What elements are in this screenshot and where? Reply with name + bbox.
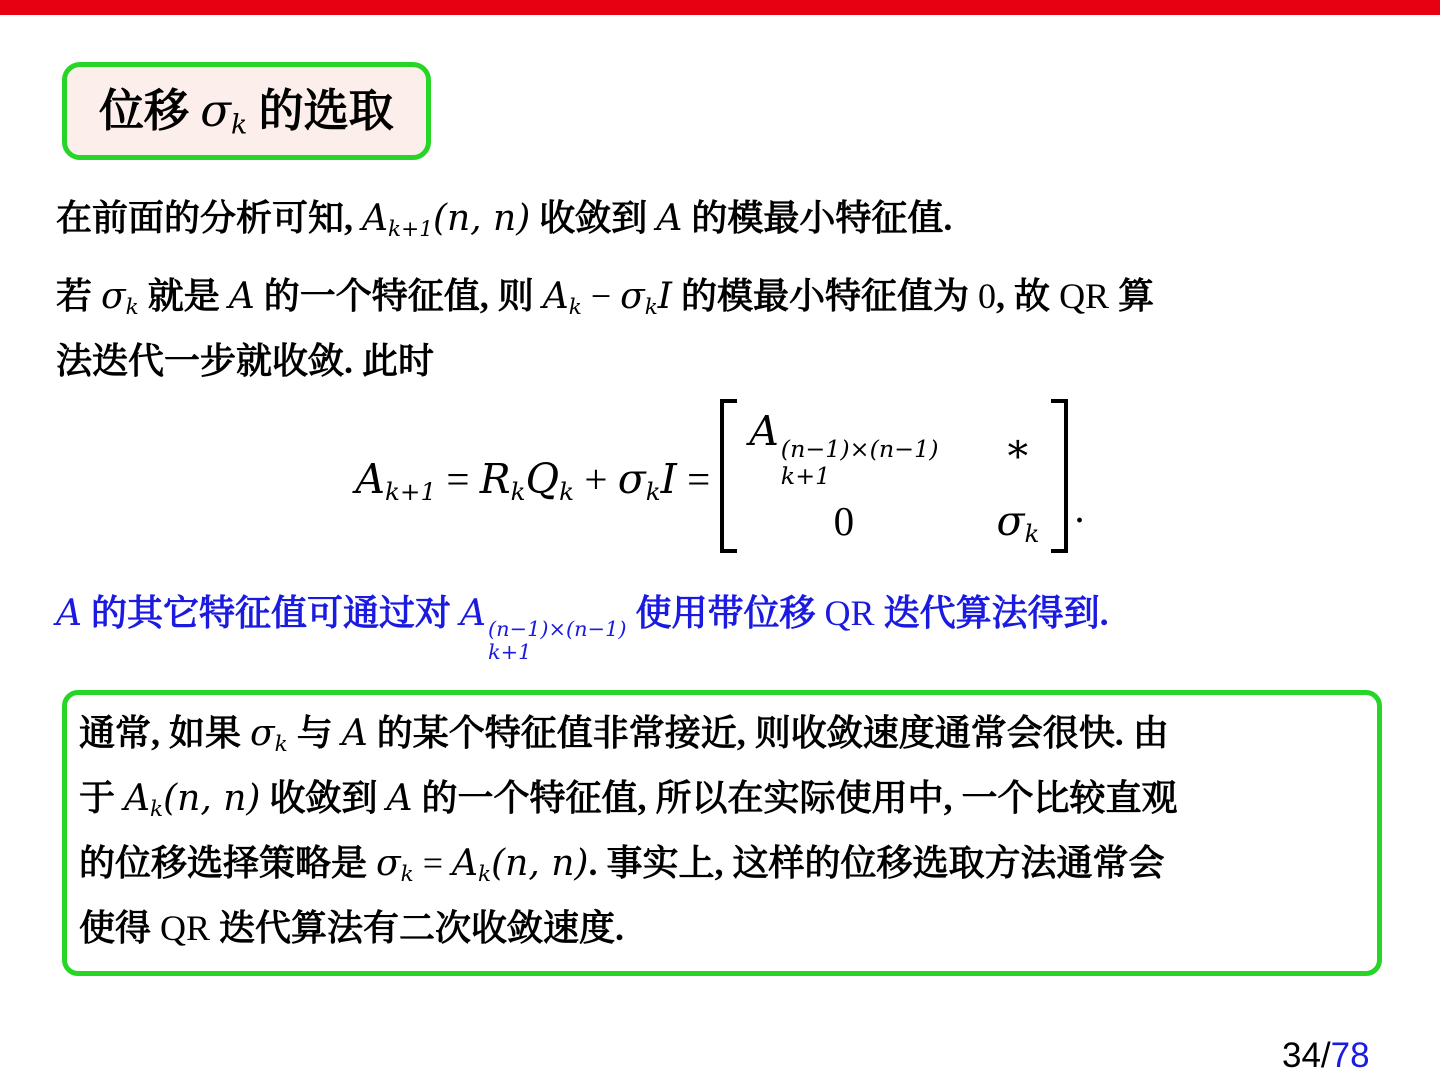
paragraph-2 [56,264,1396,393]
matrix-left-bracket [720,399,737,554]
highlight-box-line-4: 使得 QR 迭代算法有二次收敛速度. [79,908,625,948]
matrix-grid [737,399,1051,554]
formula-period: . [1074,485,1085,531]
matrix [720,399,1068,554]
formula-lhs: $A_{k+1} = R_kQ_k + \sigma_kI$ = [355,455,711,506]
highlight-box-line-1: 通常, 如果 $\sigma_k$ 与 A 的某个特征值非常接近, 则收敛速度通常会很快. 由 [79,713,1169,758]
page-number [1282,1036,1370,1076]
highlight-box [62,690,1382,976]
matrix-cell-a21: 0 [833,498,855,545]
page-title: 位移 $\sigma_k$ 的选取 [99,84,394,141]
highlight-box-line-3: 的位移选择策略是 $\sigma_k = A_k(n$, n). 事实上, 这样的位移选取方法通常会 [79,843,1165,888]
blue-note: A 的其它特征值可通过对 A (n−1)×(n−1) k+1 使用带位移 QR 迭代算法得到. [56,593,1109,665]
page-number-total: 78 [1330,1036,1370,1075]
matrix-cell-a12: ∗ [1004,425,1032,471]
paragraph-1: 在前面的分析可知, $A_{k+1}(n$, n) 收敛到 A 的模最小特征值. [56,198,953,243]
page-number-current: 34/ [1282,1036,1331,1075]
highlight-box-line-2: 于 $A_k(n$, n) 收敛到 A 的一个特征值, 所以在实际使用中, 一个比较直观 [79,778,1178,823]
matrix-right-bracket [1051,399,1068,554]
matrix-cell-a11: A (n−1)×(n−1) k+1 [749,406,939,490]
paragraph-2-line-1: 若 $\sigma_k$ 就是 A 的一个特征值, 则 $A_k - \sigma_kI$ 的模最小特征值为 0, 故 QR 算 [56,276,1155,321]
paragraph-2-line-2: 法迭代一步就收敛. 此时 [56,341,435,381]
title-box [62,62,431,160]
matrix-cell-a22: $\sigma_k$ [996,497,1040,549]
top-accent-bar [0,0,1440,15]
display-formula [0,400,1440,552]
